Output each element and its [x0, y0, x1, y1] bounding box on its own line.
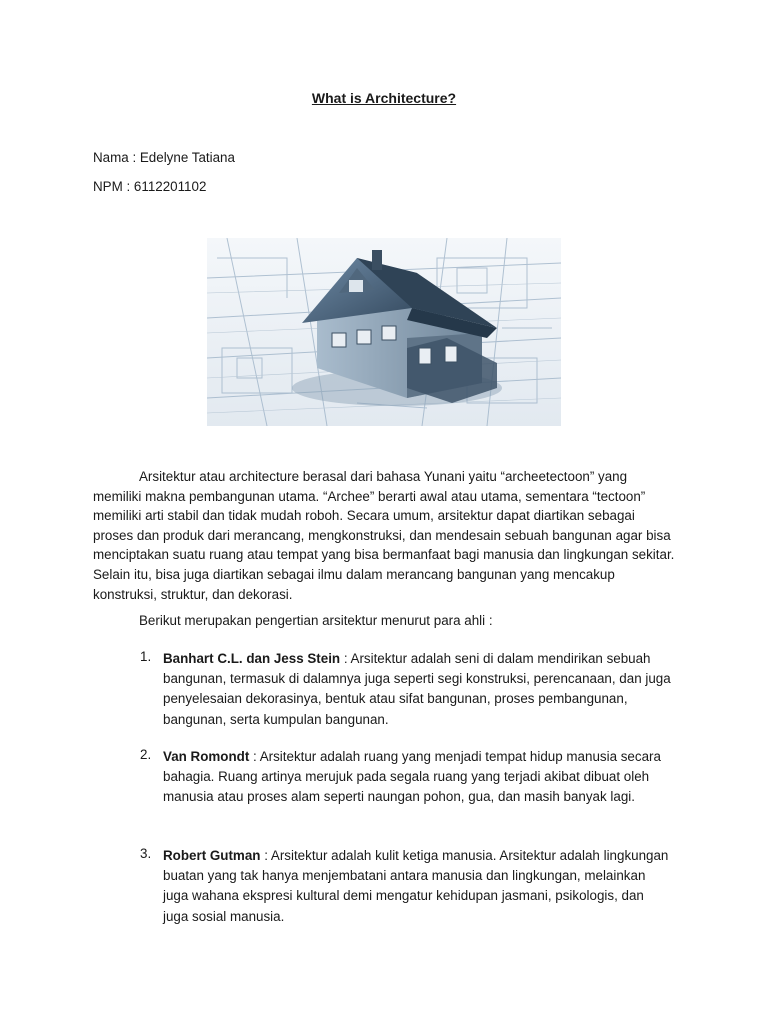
list-item-body — [163, 846, 671, 927]
student-id: NPM : 6112201102 — [93, 179, 207, 194]
intro-paragraph-text: Arsitektur atau architecture berasal dari bahasa Yunani yaitu “archeetectoon” yang memiliki makna pembangunan utama. “Archee” berarti awal atau utama, sementara “tectoon” memiliki arti stabil dan tidak mudah roboh. Secara umum, arsitektur dapat diartikan sebagai proses dan produk dari merancang, mengkonstruksi, dan mendesain sebuah bangunan agar bisa menciptakan suatu ruang atau tempat yang bisa bermanfaat bagi manusia dan lingkungan sekitar. Selain itu, bisa juga diartikan sebagai ilmu dalam merancang bangunan yang mencakup konstruksi, struktur, dan dekorasi. — [93, 469, 675, 602]
list-number: 1. — [140, 649, 152, 664]
definitions-list — [93, 0, 678, 1024]
definitions-intro: Berikut merupakan pengertian arsitektur menurut para ahli : — [139, 613, 493, 628]
list-item-body — [163, 747, 671, 808]
list-number: 2. — [140, 747, 152, 762]
definition-text: : Arsitektur adalah ruang yang menjadi tempat hidup manusia secara bahagia. Ruang artinya merujuk pada segala ruang yang terjadi akibat dibuat oleh manusia atau proses alam seperti naungan pohon, gua, dan masih banyak lagi. — [163, 749, 661, 805]
expert-name: Banhart C.L. dan Jess Stein — [163, 651, 341, 666]
author-name: Nama : Edelyne Tatiana — [93, 150, 235, 165]
expert-name: Robert Gutman — [163, 848, 261, 863]
list-item-body — [163, 649, 671, 730]
definition-text: : Arsitektur adalah seni di dalam mendirikan sebuah bangunan, termasuk di dalamnya juga seperti segi konstruksi, perencanaan, dan juga penyelesaian dekorasinya, bentuk atau sifat bangunan, proses pembangunan, bangunan, serta kumpulan bangunan. — [163, 651, 671, 727]
expert-name: Van Romondt — [163, 749, 250, 764]
document-title: What is Architecture? — [311, 90, 457, 106]
list-number: 3. — [140, 846, 152, 861]
definition-text: : Arsitektur adalah kulit ketiga manusia. Arsitektur adalah lingkungan buatan yang tak hanya menjembatani antara manusia dan lingkungan, melainkan juga wahana ekspresi kultural demi mengatur kehidupan jasmani, psikologis, dan juga sosial manusia. — [163, 848, 669, 924]
